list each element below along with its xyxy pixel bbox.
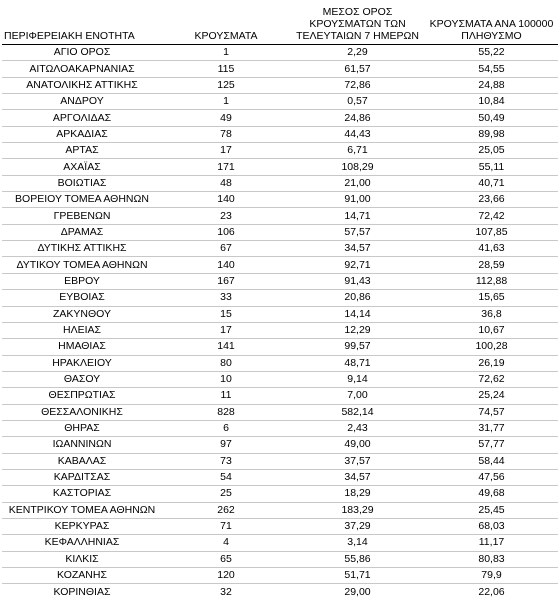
cell-cases-per-100k[interactable]: 49,68 [425, 486, 558, 502]
cell-cases-per-100k[interactable]: 89,98 [425, 126, 558, 142]
cell-avg-7-days[interactable]: 7,00 [290, 388, 425, 404]
cell-cases[interactable]: 17 [162, 143, 290, 159]
cell-cases[interactable]: 828 [162, 404, 290, 420]
cell-avg-7-days[interactable]: 91,43 [290, 273, 425, 289]
cell-avg-7-days[interactable]: 9,14 [290, 371, 425, 387]
cell-avg-7-days[interactable]: 61,57 [290, 61, 425, 77]
table-row [2, 453, 558, 469]
cell-avg-7-days[interactable]: 29,00 [344, 585, 371, 598]
cell-cases[interactable]: 106 [162, 224, 290, 240]
table-row [2, 339, 558, 355]
cell-cases-per-100k[interactable]: 25,24 [425, 388, 558, 404]
cell-cases-per-100k[interactable]: 25,05 [425, 143, 558, 159]
cell-region[interactable]: ΑΡΤΑΣ [2, 143, 162, 159]
cell-cases[interactable]: 125 [162, 77, 290, 93]
table-row [2, 355, 558, 371]
cell-region[interactable]: ΕΥΒΟΙΑΣ [2, 290, 162, 306]
cell-avg-7-days[interactable]: 57,57 [290, 224, 425, 240]
cell-cases-per-100k[interactable]: 28,59 [425, 257, 558, 273]
cell-cases[interactable]: 4 [162, 535, 290, 551]
cell-avg-7-days[interactable]: 72,86 [290, 77, 425, 93]
cell-cases[interactable]: 167 [162, 273, 290, 289]
table-row [2, 290, 558, 306]
table-row [2, 208, 558, 224]
cell-avg-7-days[interactable]: 91,00 [290, 192, 425, 208]
cell-avg-7-days[interactable]: 48,71 [290, 355, 425, 371]
table-row [2, 126, 558, 142]
cell-region[interactable]: ΑΓΙΟ ΟΡΟΣ [2, 45, 162, 61]
cell-cases-per-100k[interactable]: 10,84 [425, 94, 558, 110]
table-row [2, 175, 558, 191]
cell-region[interactable]: ΒΟΡΕΙΟΥ ΤΟΜΕΑ ΑΘΗΝΩΝ [2, 192, 162, 208]
cell-cases[interactable]: 1 [162, 94, 290, 110]
cell-cases[interactable]: 1 [162, 45, 290, 61]
cell-cases-per-100k[interactable]: 50,49 [425, 110, 558, 126]
cell-avg-7-days[interactable]: 99,57 [290, 339, 425, 355]
cell-region[interactable]: ΔΥΤΙΚΗΣ ΑΤΤΙΚΗΣ [2, 241, 162, 257]
cell-cases[interactable]: 48 [162, 175, 290, 191]
cell-cases-per-100k[interactable]: 31,77 [425, 420, 558, 436]
cell-cases[interactable]: 33 [162, 290, 290, 306]
cell-cases-per-100k[interactable]: 74,57 [425, 404, 558, 420]
cell-cases[interactable]: 80 [162, 355, 290, 371]
cell-avg-7-days[interactable]: 2,29 [290, 45, 425, 61]
cell-region[interactable]: ΘΕΣΠΡΩΤΙΑΣ [2, 388, 162, 404]
cell-cases-per-100k[interactable]: 80,83 [425, 551, 558, 567]
table-body [2, 45, 558, 600]
cell-cases-per-100k[interactable]: 36,8 [425, 306, 558, 322]
cell-cases[interactable]: 54 [162, 469, 290, 485]
cell-region[interactable]: ΔΡΑΜΑΣ [2, 224, 162, 240]
cell-region[interactable]: ΑΝΔΡΟΥ [2, 94, 162, 110]
cell-avg-7-days[interactable]: 34,57 [290, 469, 425, 485]
table-row [2, 61, 558, 77]
cell-region[interactable]: ΒΟΙΩΤΙΑΣ [2, 175, 162, 191]
cell-cases-per-100k[interactable]: 25,45 [425, 502, 558, 518]
cell-region[interactable]: ΑΧΑΪΑΣ [2, 159, 162, 175]
cell-cases[interactable]: 49 [162, 110, 290, 126]
cell-cases[interactable]: 67 [162, 241, 290, 257]
cell-cases-per-100k[interactable]: 100,28 [425, 339, 558, 355]
cell-cases-per-100k[interactable]: 107,85 [425, 224, 558, 240]
cell-cases-per-100k[interactable]: 15,65 [425, 290, 558, 306]
cell-avg-7-days[interactable]: 582,14 [290, 404, 425, 420]
cell-region[interactable]: ΑΡΚΑΔΙΑΣ [2, 126, 162, 142]
cell-cases-per-100k[interactable]: 22,06 [478, 585, 505, 598]
cell-avg-7-days[interactable]: 49,00 [290, 437, 425, 453]
cell-cases[interactable]: 97 [162, 437, 290, 453]
cell-region[interactable]: ΔΥΤΙΚΟΥ ΤΟΜΕΑ ΑΘΗΝΩΝ [2, 257, 162, 273]
cell-avg-7-days[interactable]: 12,29 [290, 322, 425, 338]
cell-cases-per-100k[interactable]: 57,77 [425, 437, 558, 453]
cell-cases-per-100k[interactable]: 58,44 [425, 453, 558, 469]
table-row [2, 437, 558, 453]
cell-cases[interactable]: 25 [162, 486, 290, 502]
table-row [2, 420, 558, 436]
cell-avg-7-days[interactable]: 34,57 [290, 241, 425, 257]
table-row [2, 224, 558, 240]
cell-region[interactable]: ΙΩΑΝΝΙΝΩΝ [2, 437, 162, 453]
cell-region[interactable]: ΘΑΣΟΥ [2, 371, 162, 387]
table-row [2, 192, 558, 208]
cell-region[interactable]: ΚΕΡΚΥΡΑΣ [2, 518, 162, 534]
cell-avg-7-days[interactable]: 92,71 [290, 257, 425, 273]
cell-avg-7-days[interactable]: 20,86 [290, 290, 425, 306]
cell-avg-7-days[interactable]: 37,57 [290, 453, 425, 469]
cell-region[interactable]: ΖΑΚΥΝΘΟΥ [2, 306, 162, 322]
cell-avg-7-days[interactable]: 14,71 [290, 208, 425, 224]
table-row [2, 551, 558, 567]
cell-cases[interactable]: 32 [220, 585, 232, 598]
cell-avg-7-days[interactable]: 55,86 [290, 551, 425, 567]
cell-region[interactable]: ΚΑΣΤΟΡΙΑΣ [2, 486, 162, 502]
cell-cases[interactable]: 65 [162, 551, 290, 567]
cell-avg-7-days[interactable]: 183,29 [290, 502, 425, 518]
table-row [2, 143, 558, 159]
header-cases[interactable]: ΚΡΟΥΣΜΑΤΑ [162, 0, 290, 45]
table-row [2, 159, 558, 175]
cell-region[interactable]: ΚΑΡΔΙΤΣΑΣ [2, 469, 162, 485]
header-cases-per-100k[interactable]: ΚΡΟΥΣΜΑΤΑ ΑΝΑ 100000 ΠΛΗΘΥΣΜΟ [425, 0, 558, 45]
cell-cases-per-100k[interactable]: 47,56 [425, 469, 558, 485]
table-row [2, 306, 558, 322]
cell-avg-7-days[interactable]: 0,57 [290, 94, 425, 110]
cell-region[interactable]: ΘΕΣΣΑΛΟΝΙΚΗΣ [2, 404, 162, 420]
cell-region[interactable]: ΗΛΕΙΑΣ [2, 322, 162, 338]
cell-region[interactable]: ΗΜΑΘΙΑΣ [2, 339, 162, 355]
cell-region[interactable]: ΚΕΝΤΡΙΚΟΥ ΤΟΜΕΑ ΑΘΗΝΩΝ [2, 502, 162, 518]
cell-region[interactable]: ΑΝΑΤΟΛΙΚΗΣ ΑΤΤΙΚΗΣ [2, 77, 162, 93]
table-row [2, 486, 558, 502]
header-region[interactable]: ΠΕΡΙΦΕΡΕΙΑΚΗ ΕΝΟΤΗΤΑ [2, 0, 162, 45]
cell-region[interactable]: ΚΟΡΙΝΘΙΑΣ [53, 585, 111, 598]
cell-avg-7-days[interactable]: 37,29 [290, 518, 425, 534]
cell-region[interactable]: ΚΟΖΑΝΗΣ [2, 568, 162, 584]
table-row [2, 469, 558, 485]
table-row [2, 388, 558, 404]
table-row [2, 404, 558, 420]
cell-cases[interactable]: 15 [162, 306, 290, 322]
cell-cases[interactable]: 6 [162, 420, 290, 436]
cell-cases-per-100k[interactable]: 55,22 [425, 45, 558, 61]
cell-avg-7-days[interactable]: 44,43 [290, 126, 425, 142]
cell-avg-7-days[interactable]: 108,29 [290, 159, 425, 175]
cell-cases-per-100k[interactable]: 11,17 [425, 535, 558, 551]
cell-region[interactable]: ΗΡΑΚΛΕΙΟΥ [2, 355, 162, 371]
table-row [2, 94, 558, 110]
table-row [2, 110, 558, 126]
cell-region[interactable]: ΚΑΒΑΛΑΣ [2, 453, 162, 469]
cell-cases-per-100k[interactable]: 40,71 [425, 175, 558, 191]
cell-cases-per-100k[interactable]: 23,66 [425, 192, 558, 208]
cell-cases[interactable]: 10 [162, 371, 290, 387]
table-row [2, 568, 558, 584]
cell-avg-7-days[interactable]: 2,43 [290, 420, 425, 436]
cell-cases[interactable]: 71 [162, 518, 290, 534]
cell-cases[interactable]: 115 [162, 61, 290, 77]
cell-region[interactable]: ΘΗΡΑΣ [2, 420, 162, 436]
table-row [2, 584, 558, 600]
cell-cases[interactable]: 141 [162, 339, 290, 355]
cell-region[interactable]: ΕΒΡΟΥ [2, 273, 162, 289]
cell-region[interactable]: ΑΡΓΟΛΙΔΑΣ [2, 110, 162, 126]
cell-avg-7-days[interactable]: 14,14 [290, 306, 425, 322]
cell-avg-7-days[interactable]: 51,71 [290, 568, 425, 584]
table-row [2, 273, 558, 289]
table-row [2, 518, 558, 534]
cell-region[interactable]: ΚΕΦΑΛΛΗΝΙΑΣ [2, 535, 162, 551]
cell-cases-per-100k[interactable]: 72,42 [425, 208, 558, 224]
cell-cases-per-100k[interactable]: 10,67 [425, 322, 558, 338]
cell-cases-per-100k[interactable]: 24,88 [425, 77, 558, 93]
cell-region[interactable]: ΚΙΛΚΙΣ [2, 551, 162, 567]
cell-cases-per-100k[interactable]: 26,19 [425, 355, 558, 371]
cell-avg-7-days[interactable]: 6,71 [290, 143, 425, 159]
table-row [2, 535, 558, 551]
cell-cases[interactable]: 17 [162, 322, 290, 338]
cases-table [2, 0, 558, 600]
cell-cases[interactable]: 78 [162, 126, 290, 142]
table-row [2, 241, 558, 257]
cell-region[interactable]: ΑΙΤΩΛΟΑΚΑΡΝΑΝΙΑΣ [2, 61, 162, 77]
table-row [2, 322, 558, 338]
cell-avg-7-days[interactable]: 24,86 [290, 110, 425, 126]
cell-cases-per-100k[interactable]: 41,63 [425, 241, 558, 257]
cell-cases[interactable]: 262 [162, 502, 290, 518]
cell-avg-7-days[interactable]: 18,29 [290, 486, 425, 502]
table-row [2, 77, 558, 93]
table-row [2, 45, 558, 61]
header-avg-7-days[interactable]: ΜΕΣΟΣ ΟΡΟΣ ΚΡΟΥΣΜΑΤΩΝ ΤΩΝ ΤΕΛΕΥΤΑΙΩΝ 7 ΗΜΕΡΩΝ [290, 0, 425, 45]
cell-cases-per-100k[interactable]: 79,9 [425, 568, 558, 584]
cell-avg-7-days[interactable]: 3,14 [290, 535, 425, 551]
cell-cases[interactable]: 140 [162, 192, 290, 208]
cell-cases[interactable]: 120 [162, 568, 290, 584]
table-row [2, 502, 558, 518]
cell-region[interactable]: ΓΡΕΒΕΝΩΝ [2, 208, 162, 224]
table-row [2, 371, 558, 387]
cell-cases[interactable]: 171 [162, 159, 290, 175]
cell-cases[interactable]: 140 [162, 257, 290, 273]
cell-cases[interactable]: 73 [162, 453, 290, 469]
cell-cases-per-100k[interactable]: 54,55 [425, 61, 558, 77]
cell-cases-per-100k[interactable]: 68,03 [425, 518, 558, 534]
cell-cases[interactable]: 23 [162, 208, 290, 224]
cell-cases-per-100k[interactable]: 55,11 [425, 159, 558, 175]
cell-cases-per-100k[interactable]: 72,62 [425, 371, 558, 387]
cell-avg-7-days[interactable]: 21,00 [290, 175, 425, 191]
cell-cases-per-100k[interactable]: 112,88 [425, 273, 558, 289]
header-row [2, 0, 558, 45]
cell-cases[interactable]: 11 [162, 388, 290, 404]
table-row [2, 257, 558, 273]
